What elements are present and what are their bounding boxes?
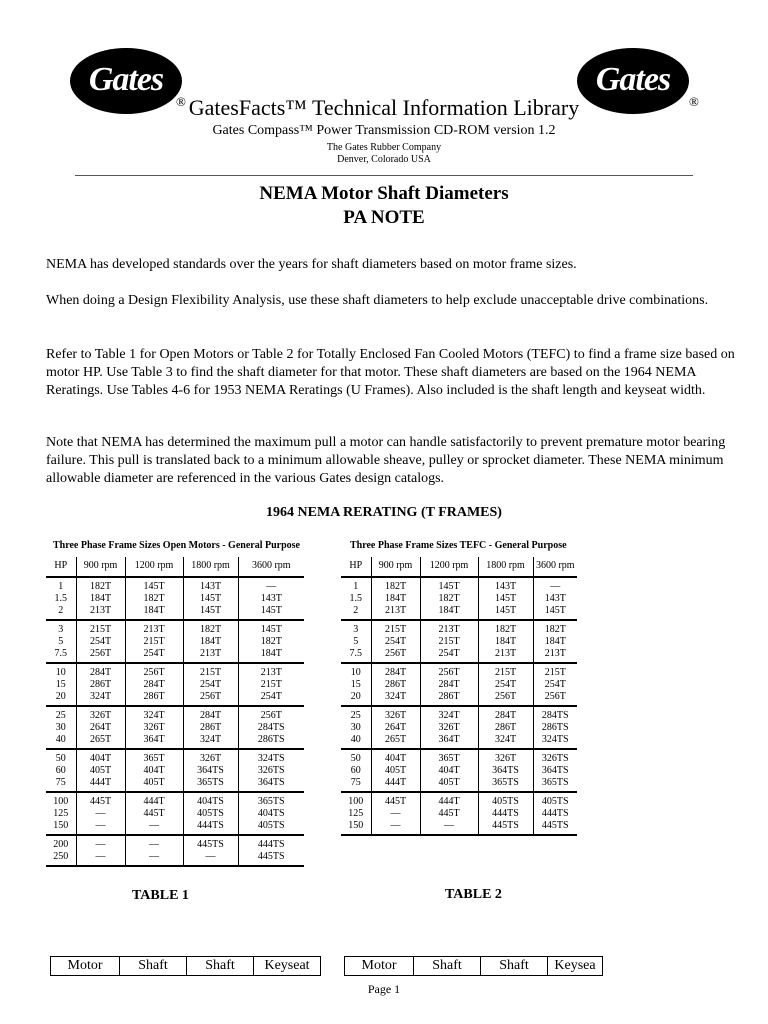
table-row <box>341 749 577 765</box>
frame-size-cell: 286TS <box>533 722 577 734</box>
frame-size-cell: — <box>238 577 304 593</box>
frame-size-cell: 286T <box>371 679 420 691</box>
frame-size-cell: 265T <box>76 734 125 749</box>
row-group <box>341 663 577 706</box>
table-row <box>46 706 304 722</box>
table-row <box>341 648 577 663</box>
frame-size-cell: 286T <box>420 691 478 706</box>
frame-size-cell: 404T <box>371 749 420 765</box>
frame-size-cell: 143T <box>478 577 533 593</box>
frame-size-cell: — <box>125 835 183 851</box>
frame-size-cell: 264T <box>76 722 125 734</box>
row-group <box>341 792 577 835</box>
frame-size-cell: 444T <box>76 777 125 792</box>
frame-size-cell: 215T <box>125 636 183 648</box>
library-title: GatesFacts™ Technical Information Library <box>188 95 580 120</box>
frame-size-cell: 284T <box>371 663 420 679</box>
frame-size-cell: 145T <box>238 605 304 620</box>
frame-size-cell: 254T <box>533 679 577 691</box>
frame-size-cell: 286TS <box>238 734 304 749</box>
column-header: Shaft <box>481 957 548 976</box>
row-group <box>46 577 304 620</box>
company-name: The Gates Rubber Company <box>326 142 442 153</box>
column-header: Keyseat <box>254 957 321 976</box>
hp-cell: 40 <box>350 734 361 745</box>
hp-cell: 2 <box>58 605 64 616</box>
frame-size-cell: 184T <box>76 593 125 605</box>
frame-size-cell: 324T <box>371 691 420 706</box>
frame-size-cell: 256T <box>183 691 238 706</box>
table-row <box>341 636 577 648</box>
frame-size-cell: 405TS <box>238 820 304 835</box>
frame-size-cell: — <box>371 820 420 835</box>
frame-size-cell: 182T <box>478 620 533 636</box>
table-row <box>341 663 577 679</box>
frame-size-cell: 213T <box>533 648 577 663</box>
table-row <box>46 792 304 808</box>
frame-size-cell: 444T <box>420 792 478 808</box>
table-row <box>46 749 304 765</box>
frame-size-cell: — <box>420 820 478 835</box>
table2-caption: Three Phase Frame Sizes TEFC - General Purpose <box>350 540 567 551</box>
table-row <box>46 663 304 679</box>
frame-size-cell: 254T <box>238 691 304 706</box>
column-header: Keysea <box>548 957 603 976</box>
frame-size-cell: 405T <box>371 765 420 777</box>
column-header: HP <box>341 557 371 577</box>
frame-size-cell: 143T <box>238 593 304 605</box>
frame-size-cell: 444TS <box>238 835 304 851</box>
frame-size-cell: 284T <box>76 663 125 679</box>
frame-size-cell: 445T <box>125 808 183 820</box>
frame-size-cell: 254T <box>76 636 125 648</box>
frame-size-cell: 405T <box>420 777 478 792</box>
frame-size-cell: 365TS <box>533 777 577 792</box>
table-row <box>341 765 577 777</box>
frame-size-cell: 445T <box>420 808 478 820</box>
frame-size-cell: 284T <box>420 679 478 691</box>
table-row <box>46 722 304 734</box>
table1-open-motors <box>46 557 304 867</box>
frame-size-cell: 364T <box>125 734 183 749</box>
hp-cell: 10 <box>55 667 66 678</box>
frame-size-cell: 404T <box>76 749 125 765</box>
column-header: Motor <box>51 957 120 976</box>
hp-cell: 100 <box>348 796 364 807</box>
table-row <box>341 605 577 620</box>
table-header-row <box>345 957 603 976</box>
hp-cell: 20 <box>350 691 361 702</box>
hp-cell: 75 <box>55 777 66 788</box>
frame-size-cell: 215T <box>478 663 533 679</box>
hp-cell: 25 <box>350 710 361 721</box>
frame-size-cell: 445TS <box>478 820 533 835</box>
column-header: 3600 rpm <box>533 557 577 577</box>
row-group <box>46 792 304 835</box>
table-header-row <box>51 957 321 976</box>
table-row <box>46 820 304 835</box>
table-row <box>341 691 577 706</box>
column-header: 1800 rpm <box>183 557 238 577</box>
frame-size-cell: 145T <box>478 605 533 620</box>
frame-size-cell: 286T <box>76 679 125 691</box>
frame-size-cell: 364TS <box>238 777 304 792</box>
frame-size-cell: 365TS <box>183 777 238 792</box>
frame-size-cell: 182T <box>371 577 420 593</box>
frame-size-cell: 324T <box>478 734 533 749</box>
table-row <box>46 620 304 636</box>
frame-size-cell: 184T <box>420 605 478 620</box>
frame-size-cell: 444TS <box>533 808 577 820</box>
table-row <box>341 792 577 808</box>
frame-size-cell: 324TS <box>533 734 577 749</box>
frame-size-cell: 182T <box>238 636 304 648</box>
hp-cell: 100 <box>53 796 69 807</box>
frame-size-cell: 405TS <box>183 808 238 820</box>
frame-size-cell: 324TS <box>238 749 304 765</box>
frame-size-cell: — <box>371 808 420 820</box>
row-group <box>46 706 304 749</box>
frame-size-cell: 324T <box>420 706 478 722</box>
frame-size-cell: 284T <box>125 679 183 691</box>
frame-size-cell: — <box>76 835 125 851</box>
row-group <box>341 706 577 749</box>
frame-size-cell: — <box>533 577 577 593</box>
frame-size-cell: 254T <box>371 636 420 648</box>
frame-size-cell: 444T <box>371 777 420 792</box>
frame-size-cell: 445TS <box>238 851 304 866</box>
frame-size-cell: 213T <box>371 605 420 620</box>
frame-size-cell: 326T <box>183 749 238 765</box>
frame-size-cell: — <box>183 851 238 866</box>
section-title: 1964 NEMA RERATING (T FRAMES) <box>266 505 502 520</box>
frame-size-cell: 326TS <box>533 749 577 765</box>
table-row <box>46 777 304 792</box>
column-header: 3600 rpm <box>238 557 304 577</box>
row-group <box>341 749 577 792</box>
frame-size-cell: 213T <box>183 648 238 663</box>
frame-size-cell: 286T <box>125 691 183 706</box>
table-row <box>341 620 577 636</box>
frame-size-cell: 145T <box>183 593 238 605</box>
library-subtitle: Gates Compass™ Power Transmission CD-ROM version 1.2 <box>212 123 556 138</box>
shaft-table-right <box>344 956 603 976</box>
frame-size-cell: 326T <box>371 706 420 722</box>
hp-cell: 3 <box>58 624 64 635</box>
frame-size-cell: 184T <box>371 593 420 605</box>
logo-text: Gates <box>88 61 164 98</box>
frame-size-cell: 256T <box>533 691 577 706</box>
column-header: 1800 rpm <box>478 557 533 577</box>
hp-cell: 3 <box>353 624 359 635</box>
column-header: HP <box>46 557 76 577</box>
hp-cell: 1.5 <box>54 593 67 604</box>
frame-size-cell: — <box>76 851 125 866</box>
frame-size-cell: 256T <box>125 663 183 679</box>
hp-cell: 1.5 <box>349 593 362 604</box>
table-row <box>46 765 304 777</box>
registered-mark-left: ® <box>176 94 186 109</box>
frame-size-cell: 404TS <box>183 792 238 808</box>
frame-size-cell: 213T <box>420 620 478 636</box>
frame-size-cell: 444TS <box>183 820 238 835</box>
shaft-table-left <box>50 956 321 976</box>
frame-size-cell: 365TS <box>238 792 304 808</box>
hp-cell: 50 <box>350 753 361 764</box>
frame-size-cell: — <box>125 820 183 835</box>
table-row <box>341 706 577 722</box>
table1-caption: Three Phase Frame Sizes Open Motors - General Purpose <box>53 540 300 551</box>
column-header: Shaft <box>187 957 254 976</box>
hp-cell: 60 <box>350 765 361 776</box>
table1-label: TABLE 1 <box>132 888 189 903</box>
frame-size-cell: 365TS <box>478 777 533 792</box>
hp-cell: 15 <box>55 679 66 690</box>
frame-size-cell: 404T <box>420 765 478 777</box>
column-header: Motor <box>345 957 414 976</box>
table-row <box>341 593 577 605</box>
hp-cell: 20 <box>55 691 66 702</box>
hp-cell: 60 <box>55 765 66 776</box>
frame-size-cell: 215T <box>420 636 478 648</box>
frame-size-cell: 405TS <box>533 792 577 808</box>
frame-size-cell: 326T <box>478 749 533 765</box>
frame-size-cell: 264T <box>371 722 420 734</box>
frame-size-cell: 184T <box>125 605 183 620</box>
frame-size-cell: 215T <box>371 620 420 636</box>
table-row <box>341 820 577 835</box>
header-divider <box>75 175 693 176</box>
frame-size-cell: 215T <box>238 679 304 691</box>
column-header: 900 rpm <box>76 557 125 577</box>
frame-size-cell: 143T <box>533 593 577 605</box>
frame-size-cell: 256T <box>371 648 420 663</box>
table-row <box>46 691 304 706</box>
table-row <box>341 577 577 593</box>
frame-size-cell: 445TS <box>183 835 238 851</box>
frame-size-cell: 326T <box>76 706 125 722</box>
table-header-row <box>46 557 304 577</box>
hp-cell: 15 <box>350 679 361 690</box>
hp-cell: 10 <box>350 667 361 678</box>
frame-size-cell: 444T <box>125 792 183 808</box>
frame-size-cell: 145T <box>478 593 533 605</box>
frame-size-cell: 182T <box>183 620 238 636</box>
frame-size-cell: 213T <box>478 648 533 663</box>
frame-size-cell: 365T <box>420 749 478 765</box>
frame-size-cell: 324T <box>183 734 238 749</box>
hp-cell: 75 <box>350 777 361 788</box>
frame-size-cell: 184T <box>238 648 304 663</box>
hp-cell: 7.5 <box>349 648 362 659</box>
frame-size-cell: 324T <box>125 706 183 722</box>
column-header: Shaft <box>120 957 187 976</box>
frame-size-cell: 213T <box>238 663 304 679</box>
frame-size-cell: 182T <box>125 593 183 605</box>
hp-cell: 2 <box>353 605 359 616</box>
frame-size-cell: 254T <box>478 679 533 691</box>
frame-size-cell: 145T <box>420 577 478 593</box>
hp-cell: 150 <box>53 820 69 831</box>
table-row <box>341 722 577 734</box>
table-row <box>46 851 304 866</box>
column-header: Shaft <box>414 957 481 976</box>
company-location: Denver, Colorado USA <box>337 154 431 165</box>
frame-size-cell: 182T <box>533 620 577 636</box>
frame-size-cell: 256T <box>238 706 304 722</box>
frame-size-cell: 213T <box>125 620 183 636</box>
table2-tefc-motors <box>341 557 577 836</box>
table-row <box>46 679 304 691</box>
frame-size-cell: 364TS <box>183 765 238 777</box>
hp-cell: 1 <box>353 581 359 592</box>
document-subtitle: PA NOTE <box>343 207 425 228</box>
column-header: 1200 rpm <box>125 557 183 577</box>
hp-cell: 200 <box>53 839 69 850</box>
hp-cell: 5 <box>58 636 64 647</box>
paragraph-table-reference: Refer to Table 1 for Open Motors or Table 2 for Totally Enclosed Fan Cooled Motors (TEFC) to find a frame size based on motor HP. Use Table 3 to find the shaft diameter for that motor. These shaft diameters are based on the 1964 NEMA Reratings. Use Tables 4-6 for 1953 NEMA Reratings (U Frames). Also included is the shaft length and keyseat width. <box>46 347 735 398</box>
frame-size-cell: 143T <box>183 577 238 593</box>
frame-size-cell: 145T <box>125 577 183 593</box>
frame-size-cell: 145T <box>183 605 238 620</box>
frame-size-cell: 445T <box>76 792 125 808</box>
frame-size-cell: 284TS <box>533 706 577 722</box>
frame-size-cell: 184T <box>533 636 577 648</box>
hp-cell: 5 <box>353 636 359 647</box>
table-row <box>46 648 304 663</box>
row-group <box>46 835 304 866</box>
frame-size-cell: 145T <box>238 620 304 636</box>
frame-size-cell: 364TS <box>478 765 533 777</box>
frame-size-cell: 286T <box>478 722 533 734</box>
table-header-row <box>341 557 577 577</box>
frame-size-cell: 326T <box>125 722 183 734</box>
row-group <box>341 620 577 663</box>
frame-size-cell: 184T <box>478 636 533 648</box>
table-row <box>46 835 304 851</box>
hp-cell: 1 <box>58 581 64 592</box>
table-row <box>46 636 304 648</box>
paragraph-intro: NEMA has developed standards over the years for shaft diameters based on motor frame sizes. <box>46 257 577 272</box>
frame-size-cell: 256T <box>478 691 533 706</box>
frame-size-cell: 254T <box>125 648 183 663</box>
frame-size-cell: 284TS <box>238 722 304 734</box>
hp-cell: 125 <box>53 808 69 819</box>
frame-size-cell: 324T <box>76 691 125 706</box>
frame-size-cell: 405T <box>76 765 125 777</box>
frame-size-cell: 444TS <box>478 808 533 820</box>
row-group <box>46 749 304 792</box>
frame-size-cell: 215T <box>533 663 577 679</box>
frame-size-cell: 445TS <box>533 820 577 835</box>
frame-size-cell: 145T <box>533 605 577 620</box>
row-group <box>46 663 304 706</box>
registered-mark-right: ® <box>689 94 699 109</box>
frame-size-cell: 326TS <box>238 765 304 777</box>
frame-size-cell: 286T <box>183 722 238 734</box>
frame-size-cell: 404TS <box>238 808 304 820</box>
column-header: 1200 rpm <box>420 557 478 577</box>
frame-size-cell: 405TS <box>478 792 533 808</box>
table-row <box>341 777 577 792</box>
frame-size-cell: 404T <box>125 765 183 777</box>
frame-size-cell: 213T <box>76 605 125 620</box>
frame-size-cell: 215T <box>183 663 238 679</box>
table-row <box>341 808 577 820</box>
page-number: Page 1 <box>367 982 401 996</box>
hp-cell: 50 <box>55 753 66 764</box>
frame-size-cell: — <box>76 820 125 835</box>
frame-size-cell: 256T <box>76 648 125 663</box>
hp-cell: 125 <box>348 808 364 819</box>
hp-cell: 7.5 <box>54 648 67 659</box>
frame-size-cell: 215T <box>76 620 125 636</box>
column-header: 900 rpm <box>371 557 420 577</box>
row-group <box>341 577 577 620</box>
hp-cell: 30 <box>350 722 361 733</box>
frame-size-cell: 326T <box>420 722 478 734</box>
frame-size-cell: 284T <box>183 706 238 722</box>
table-row <box>341 734 577 749</box>
frame-size-cell: 265T <box>371 734 420 749</box>
frame-size-cell: 364T <box>420 734 478 749</box>
frame-size-cell: — <box>125 851 183 866</box>
table-row <box>341 679 577 691</box>
paragraph-design-flexibility: When doing a Design Flexibility Analysis, use these shaft diameters to help exclude unacceptable drive combinations. <box>46 293 709 308</box>
table-row <box>46 577 304 593</box>
frame-size-cell: 256T <box>420 663 478 679</box>
frame-size-cell: — <box>76 808 125 820</box>
frame-size-cell: 254T <box>420 648 478 663</box>
frame-size-cell: 182T <box>420 593 478 605</box>
frame-size-cell: 364TS <box>533 765 577 777</box>
frame-size-cell: 182T <box>76 577 125 593</box>
paragraph-maximum-pull: Note that NEMA has determined the maximum pull a motor can handle satisfactorily to prevent premature motor bearing failure. This pull is translated back to a minimum allowable sheave, pulley or sprocket diameter. These NEMA minimum allowable diameter are referenced in the various Gates design catalogs. <box>46 435 726 486</box>
frame-size-cell: 184T <box>183 636 238 648</box>
hp-cell: 150 <box>348 820 364 831</box>
frame-size-cell: 365T <box>125 749 183 765</box>
logo-text: Gates <box>595 61 671 98</box>
table-row <box>46 593 304 605</box>
frame-size-cell: 254T <box>183 679 238 691</box>
frame-size-cell: 445T <box>371 792 420 808</box>
hp-cell: 25 <box>55 710 66 721</box>
table-row <box>46 734 304 749</box>
table-row <box>46 605 304 620</box>
table-row <box>46 808 304 820</box>
document-title: NEMA Motor Shaft Diameters <box>259 183 509 204</box>
hp-cell: 250 <box>53 851 69 862</box>
row-group <box>46 620 304 663</box>
hp-cell: 30 <box>55 722 66 733</box>
table2-label: TABLE 2 <box>445 887 502 902</box>
frame-size-cell: 284T <box>478 706 533 722</box>
hp-cell: 40 <box>55 734 66 745</box>
frame-size-cell: 405T <box>125 777 183 792</box>
